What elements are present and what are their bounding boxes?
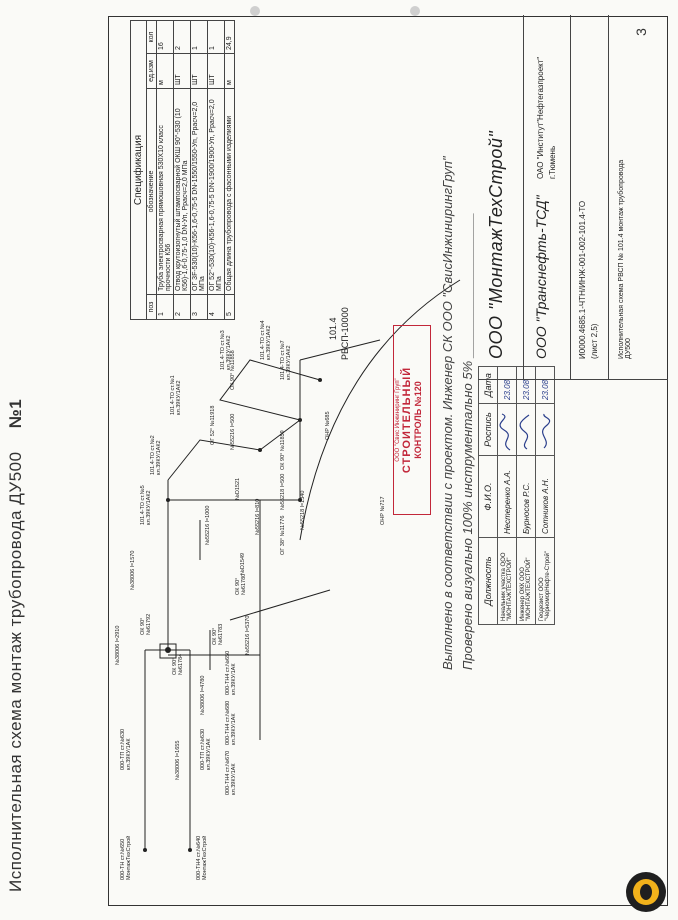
signature-scribble [536, 404, 555, 456]
pipe-node [318, 378, 322, 382]
verification-note: Проверено визуально 100% инструментально 5% ____________________ [460, 212, 475, 670]
sig-header: Должность [479, 538, 498, 625]
pipe-node [165, 647, 171, 653]
pipe-label: ОК 90° №61783 [212, 623, 224, 645]
pipe-label: 000-ТП ст.№630 кл.39КУ/1АК [200, 728, 212, 770]
title-text: Исполнительная схема монтаж трубопровода ДУ500 [6, 451, 25, 892]
spec-row [225, 21, 235, 320]
sig-role: Геодезист ООО "ЧерноморНефте-Строй" [536, 538, 555, 625]
pipe-node [258, 448, 262, 452]
pipe-label: ОК 90° №61780 [235, 573, 247, 595]
sig-header: Дата [479, 367, 498, 404]
pipe-label: №55216 l=810 [255, 498, 261, 535]
pipe-node [166, 498, 170, 502]
sig-row [536, 367, 555, 625]
spec-qty: 2 [174, 21, 191, 54]
tank-point-label: 101.4 [328, 317, 338, 340]
spec-qty: 16 [157, 21, 174, 54]
pipe-label: 000-ТП ст.№630 кл.39КУ/1АК [120, 728, 132, 770]
pipe-label: №38006 l=2910 [115, 625, 121, 665]
pipe-label: №55218 l=1340 [300, 490, 306, 530]
pipe-line [168, 360, 320, 480]
sig-row [498, 367, 517, 625]
spec-row [191, 21, 208, 320]
spec-name: ОГ 3F-530(10)-К56-1,6-0,75-5 DN-1550/1550-Уп, Ррасч=2,0 МПа [191, 89, 208, 295]
divider [570, 15, 571, 379]
sig-name: Нестеренко А.А. [498, 456, 517, 538]
designer-city: г.Тюмень [548, 145, 557, 179]
contractor-name: ООО "МонтажТехСтрой" [486, 130, 506, 359]
compliance-note: Выполнено в соответствии с проектом. Инженер СК ООО "СвисИнжинирингГруп" [440, 156, 455, 670]
signature-scribble [517, 404, 536, 456]
spec-qty: 1 [191, 21, 208, 54]
spec-unit: ШТ [191, 54, 208, 89]
pipe-label: №55216 l=500 [230, 413, 236, 450]
pipe-label: №D1521 [235, 477, 241, 500]
pipe-label: 101.4-ТО ст.№5 кл.39КУ/1АК2 [140, 485, 152, 525]
page-number: 3 [632, 28, 649, 36]
pipe-label: 000-ТН4 ст.№640 МонтажТехСтрой [196, 835, 208, 880]
divider [608, 15, 609, 379]
sig-header: Ф.И.О. [479, 456, 498, 538]
spec-row [208, 21, 225, 320]
drawing-sheet: (лист 2,5) [590, 323, 599, 359]
pipe-node [143, 848, 147, 852]
spec-pos: 5 [225, 295, 235, 320]
pipe-label: 101.4-ТО ст.№4 кл.39КУ/1АК2 [260, 320, 272, 360]
customer-name: ООО "Транснефть-ТСД" [533, 195, 549, 359]
spec-name: Труба электросварная прямошовная 530Х10 класс прочности К56 [157, 89, 174, 295]
sig-date: 23.08 [498, 367, 517, 404]
app-logo-icon [626, 872, 666, 912]
pipe-label: ОНР №685 [325, 411, 331, 440]
pipe-node [298, 418, 302, 422]
signature-scribble [498, 404, 517, 456]
pipe-label: 101.4-ТО ст.№2 кл.39КУ/1АК2 [150, 435, 162, 475]
spec-header: кол [147, 21, 157, 54]
pipe-label: №55216 l=1000 [205, 505, 211, 545]
spec-name: Общая длина трубопровода с фасонными изделиями [225, 89, 235, 295]
pipe-label: 101.4-ТО ст.№7 кл.39КУ/1АК2 [280, 340, 292, 380]
spec-row [174, 21, 191, 320]
spec-pos: 4 [208, 295, 225, 320]
pipe-label: №38006 l=1570 [130, 550, 136, 590]
spec-caption: Спецификация [131, 21, 147, 320]
pipe-label: ОНР №717 [380, 496, 386, 525]
sig-role: Инженер ОКК ООО "МОНТАЖТЕХСТРОЙ" [517, 538, 536, 625]
title-block [478, 15, 668, 380]
pipe-label: 000-ТН4 ст.№650 кл.39КУ/1АК [225, 650, 237, 695]
sig-date: 23.08 [536, 367, 555, 404]
signatures-table [478, 366, 555, 625]
pipe-label: №55216 l=5370 [245, 615, 251, 655]
spec-pos: 2 [174, 295, 191, 320]
pipe-label: 000-ТН4 ст.№670 кл.39КУ/1АК [225, 750, 237, 795]
pipe-label: ОК 90° №11859 [280, 430, 286, 470]
spec-qty: 1 [208, 21, 225, 54]
sig-role: Начальник участка ООО "МОНТАЖТЕХСТРОЙ" [498, 538, 517, 625]
tank-rvsp-label: РВСП-10000 [340, 307, 350, 360]
spec-header: обозначение [147, 89, 157, 295]
sig-name: Бурносов Р.С. [517, 456, 536, 538]
pipe-label: ОК 90° №61784 [172, 653, 184, 675]
divider [523, 15, 524, 379]
sig-row [517, 367, 536, 625]
pipe-label: ОК 90° №61792 [140, 613, 152, 635]
designer-name: ОАО "Институт"Нефтегазпроект" [536, 56, 545, 179]
spec-unit: ШТ [208, 54, 225, 89]
pipe-label: №38006 l=1655 [175, 740, 181, 780]
pipe-label: 101.4-ТО ст.№1 кл.39КУ/1АК2 [170, 375, 182, 415]
drawing-code: И0000.4685.1-ЧТН/ИНЖ-001-002-101.4-ТО [578, 200, 587, 359]
sig-header: Роспись [479, 404, 498, 456]
pipe-node [188, 848, 192, 852]
spec-pos: 3 [191, 295, 208, 320]
pipe-label: 000-ТН4 ст.№680 кл.39КУ/1АК [225, 700, 237, 745]
spec-name: Отвод крутоизогнутый штампосварной ОКШ 90°-530 (10 К56)-1,6-0,75-1,0 DN-Уп, Ррасч=2,0 МПа [174, 89, 191, 295]
inspection-stamp [393, 325, 431, 515]
pipe-label: 000-ТН ст.№650 МонтажТехСтрой [120, 835, 132, 880]
spec-unit: м [157, 54, 174, 89]
pipe-label: ОГ 38° №11776 [280, 515, 286, 555]
pipe-label: №38006 l=4780 [200, 675, 206, 715]
pipe-label: №D1549 [240, 552, 246, 575]
spec-row [157, 21, 174, 320]
sig-date: 23.08 [517, 367, 536, 404]
stamp-org: ООО "Свис Инжиниринг Груп" [395, 378, 401, 462]
pipe-label: ОК 90° №11858 [230, 350, 236, 390]
sig-name: Сотников А.Н. [536, 456, 555, 538]
spec-name: ОГ 52°-530(10)-К56-1,6-0,75-5 DN-1900/1900-Уп, Ррасч=2,0 МПа [208, 89, 225, 295]
pipe-label: ОГ 52° №11918 [210, 405, 216, 445]
spec-pos: 1 [157, 295, 174, 320]
pipe-label: №55218 l=500 [280, 473, 286, 510]
spec-unit: м [225, 54, 235, 89]
spec-unit: ШТ [174, 54, 191, 89]
specification-table [130, 20, 235, 320]
drawing-name: Исполнительная схема РВСП № 101.4 монтаж трубопровода ДУ500 [618, 159, 632, 359]
stamp-title: СТРОИТЕЛЬНЫЙ [401, 366, 413, 474]
spec-qty: 24,9 [225, 21, 235, 54]
spec-header: ед.изм [147, 54, 157, 89]
title-number: №1 [6, 398, 25, 429]
pipe-label: 101.4-ТО ст.№3 кл.39КУ/1АК2 [220, 330, 232, 370]
spec-header: поз [147, 295, 157, 320]
stamp-control: КОНТРОЛЬ №120 [413, 381, 423, 459]
